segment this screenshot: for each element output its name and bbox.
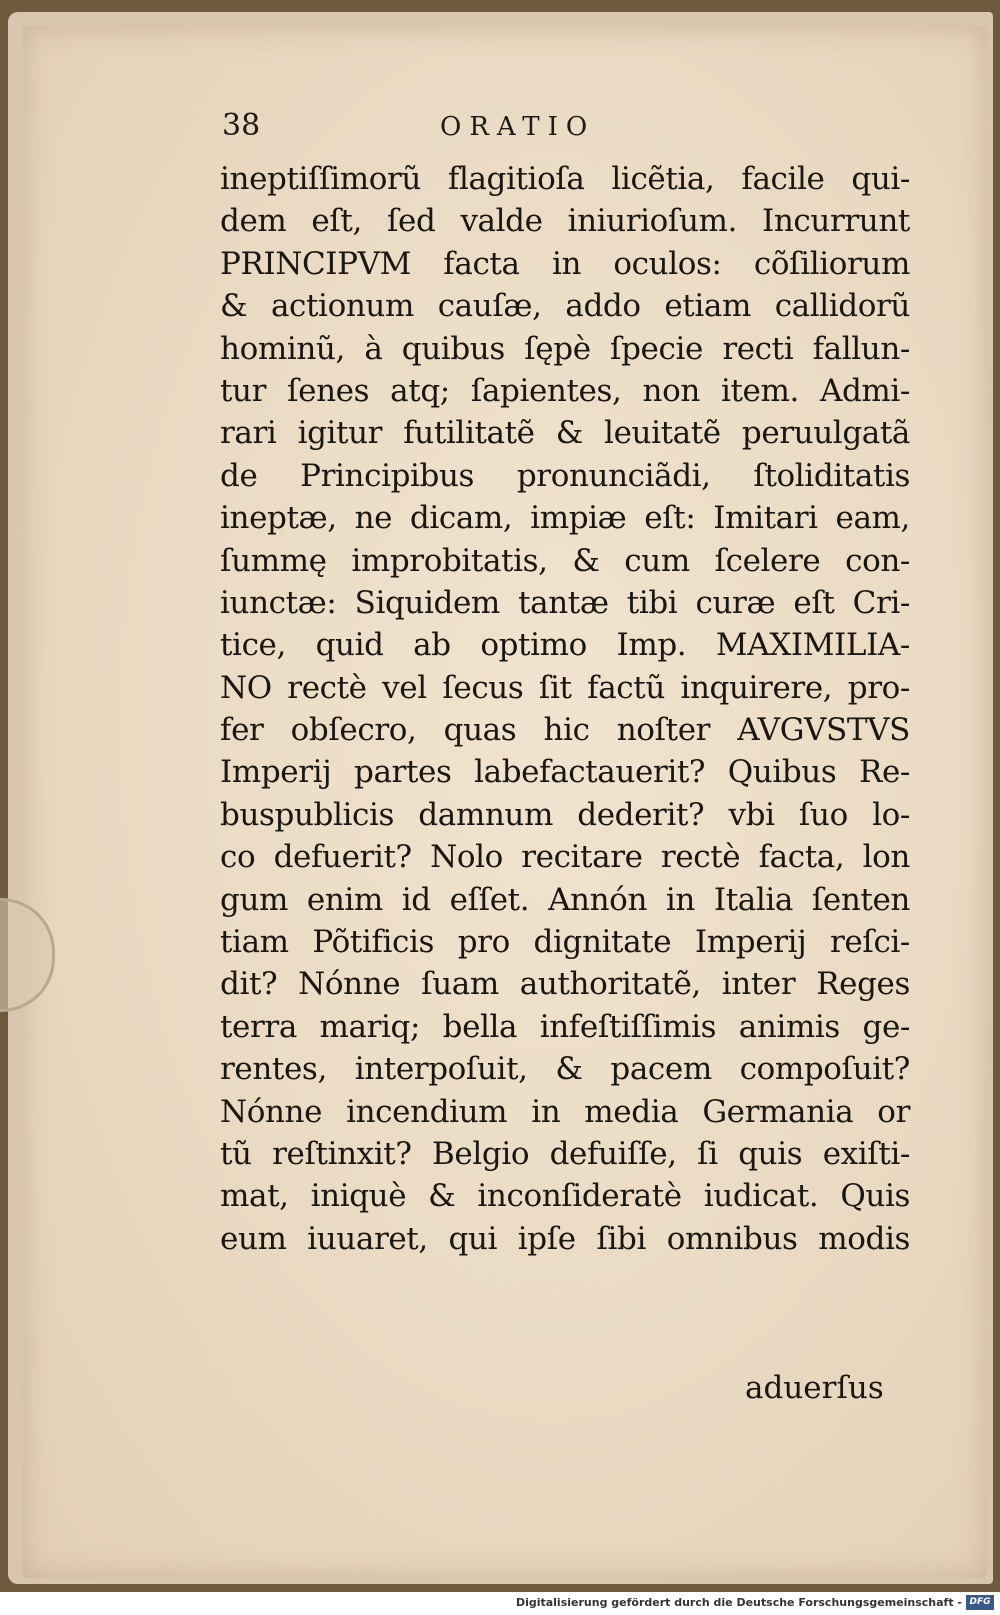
text-line: ineptæ, ne dicam, impiæ eſt: Imitari eam,	[220, 500, 910, 537]
text-line: eum iuuaret, qui ipſe ſibi omnibus modis	[220, 1220, 910, 1257]
text-line: NO rectè vel ſecus ſit factũ inquirere, pro-	[220, 669, 910, 706]
text-line: rari igitur futilitatẽ & leuitatẽ peruulgatã	[220, 415, 910, 452]
text-line: buspublicis damnum dederit? vbi ſuo lo-	[220, 796, 910, 833]
text-line: de Principibus pronunciãdi, ſtoliditatis	[220, 457, 910, 494]
text-line: dem eſt, ſed valde iniurioſum. Incurrunt	[220, 203, 910, 240]
text-line: tũ reſtinxit? Belgio defuiſſe, ſi quis exiſti-	[220, 1135, 910, 1172]
text-line: dit? Nónne ſuam authoritatẽ, inter Reges	[220, 966, 910, 1003]
text-line: fer obſecro, quas hic noſter AVGVSTVS	[220, 712, 910, 749]
text-line: terra mariq; bella infeſtiſſimis animis ge-	[220, 1008, 910, 1045]
text-line: ſummę improbitatis, & cum ſcelere con-	[220, 542, 910, 579]
text-line: tur ſenes atq; ſapientes, non item. Admi-	[220, 372, 910, 409]
text-line: tice, quid ab optimo Imp. MAXIMILIA-	[220, 627, 910, 664]
text-line: Imperij partes labefactauerit? Quibus Re-	[220, 754, 910, 791]
funding-credit: Digitalisierung gefördert durch die Deutsche Forschungsgemeinschaft -	[515, 1596, 962, 1609]
text-line: co defuerit? Nolo recitare rectè facta, lon	[220, 839, 910, 876]
text-line: iunctæ: Siquidem tantæ tibi curæ eſt Cri-	[220, 584, 910, 621]
catchword: aduerſus	[745, 1370, 884, 1406]
dfg-logo: DFG	[966, 1595, 994, 1610]
text-line: PRINCIPVM facta in oculos: cõſiliorum	[220, 245, 910, 282]
page-number: 38	[222, 108, 261, 143]
text-line: mat, iniquè & inconſideratè iudicat. Quis	[220, 1178, 910, 1215]
text-line: hominũ, à quibus ſępè ſpecie recti fallun-	[220, 330, 910, 367]
running-head: ORATIO	[440, 112, 596, 142]
text-line: & actionum cauſæ, addo etiam callidorũ	[220, 288, 910, 325]
text-line: ineptiſſimorũ flagitioſa licẽtia, facile qui-	[220, 161, 910, 197]
footer-bar	[0, 1592, 1000, 1615]
page-header	[222, 108, 902, 152]
text-line: Nónne incendium in media Germania or	[220, 1093, 910, 1130]
text-line: gum enim id eſſet. Annón in Italia ſenten	[220, 881, 910, 918]
text-line: rentes, interpoſuit, & pacem compoſuit?	[220, 1051, 910, 1088]
text-line: tiam Põtificis pro dignitate Imperij reſci-	[220, 924, 910, 961]
body-text	[220, 158, 910, 1260]
